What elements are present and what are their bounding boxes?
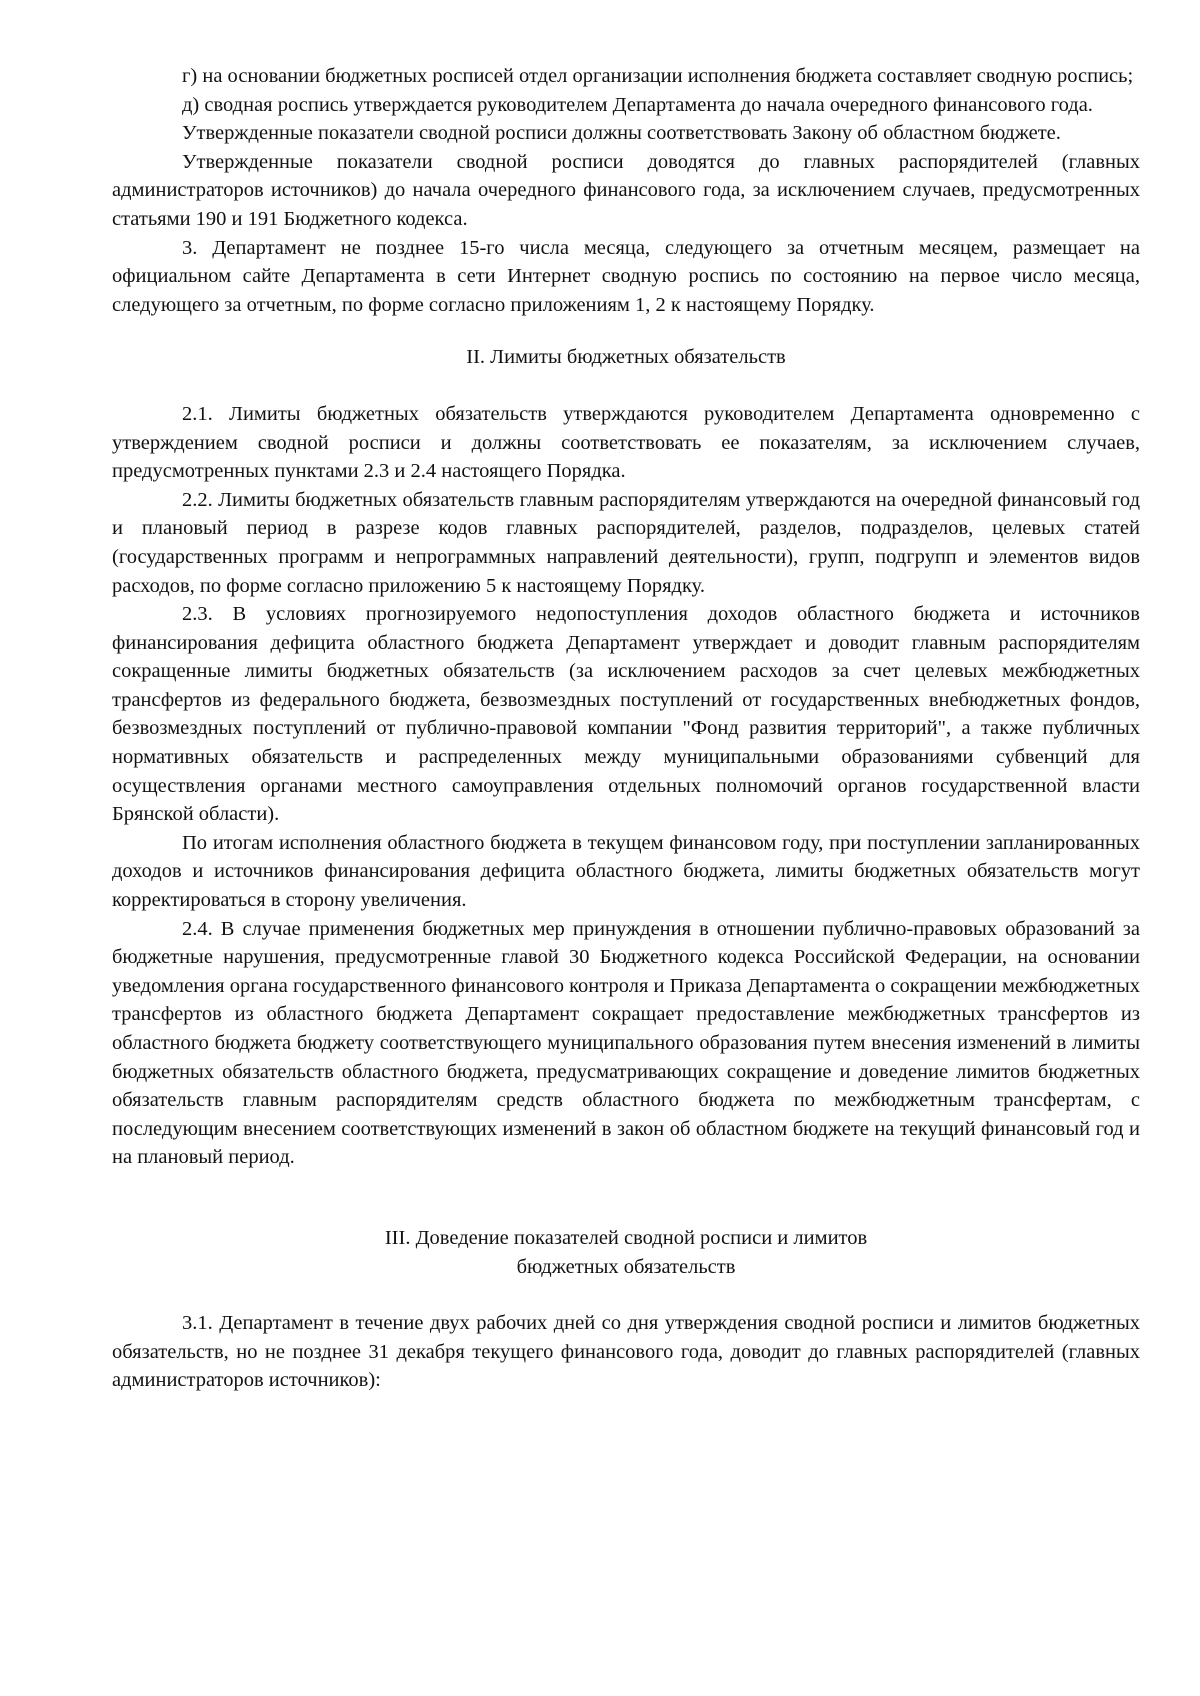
document-page <box>112 62 1140 1395</box>
paragraph-2-4: 2.4. В случае применения бюджетных мер принуждения в отношении публично-правовых образований за бюджетные нарушения, предусмотренные главой 30 Бюджетного кодекса Российской Федерации, на основании уведомления органа государственного финансового контроля и Приказа Департамента о сокращении межбюджетных трансфертов из областного бюджета Департамент сокращает предоставление межбюджетных трансфертов из областного бюджета бюджету соответствующего муниципального образования путем внесения изменений в лимиты бюджетных обязательств областного бюджета, предусматривающих сокращение и доведение лимитов бюджетных обязательств главным распорядителям средств областного бюджета по межбюджетным трансфертам, с последующим внесением соответствующих изменений в закон об областном бюджете на текущий финансовый год и на плановый период. <box>112 917 1140 1169</box>
paragraph-d-subitem: д) сводная роспись утверждается руководителем Департамента до начала очередного финансового года. <box>182 93 1093 116</box>
paragraph-2-3-continued: По итогам исполнения областного бюджета в текущем финансовом году, при поступлении запланированных доходов и источников финансирования дефицита областного бюджета, лимиты бюджетных обязательств могут корректироваться в сторону увеличения. <box>112 831 1140 912</box>
paragraph-approved-indicators-delivery: Утвержденные показатели сводной росписи доводятся до главных распорядителей (главных администраторов источников) до начала очередного финансового года, за исключением случаев, предусмотренных статьями 190 и 191 Бюджетного кодекса. <box>112 150 1140 230</box>
paragraph-approved-indicators-law: Утвержденные показатели сводной росписи должны соответствовать Закону об областном бюджете. <box>182 122 1061 145</box>
section-3-heading-line-1: III. Доведение показателей сводной росписи и лимитов <box>384 1226 868 1249</box>
section-2-heading: II. Лимиты бюджетных обязательств <box>466 346 786 369</box>
spacer <box>112 372 1140 400</box>
paragraph-2-3: 2.3. В условиях прогнозируемого недопоступления доходов областного бюджета и источников финансирования дефицита областного бюджета Департамент утверждает и доводит главным распорядителям сокращенные лимиты бюджетных обязательств (за исключением расходов за счет целевых межбюджетных трансфертов из федерального бюджета, безвозмездных поступлений от государственных внебюджетных фондов, безвозмездных поступлений от публично-правовой компании "Фонд развития территорий", а также публичных нормативных обязательств и распределенных между муниципальными образованиями субвенций для осуществления органами местного самоуправления отдельных полномочий органов государственной власти Брянской области). <box>112 603 1140 826</box>
spacer <box>112 1281 1140 1309</box>
spacer <box>112 1172 1140 1224</box>
paragraph-3-1: 3.1. Департамент в течение двух рабочих дней со дня утверждения сводной росписи и лимитов бюджетных обязательств, но не позднее 31 декабря текущего финансового года, доводит до главных распорядителей (главных администраторов источников): <box>112 1312 1140 1392</box>
paragraph-item-3: 3. Департамент не позднее 15-го числа месяца, следующего за отчетным месяцем, размещает на официальном сайте Департамента в сети Интернет сводную роспись по состоянию на первое число месяца, следующего за отчетным, по форме согласно приложениям 1, 2 к настоящему Порядку. <box>112 236 1140 316</box>
paragraph-g-subitem: г) на основании бюджетных росписей отдел организации исполнения бюджета составляет сводную роспись; <box>182 65 1134 87</box>
paragraph-2-2: 2.2. Лимиты бюджетных обязательств главным распорядителям утверждаются на очередной финансовый год и плановый период в разрезе кодов главных распорядителей, разделов, подразделов, целевых статей (государственных программ и непрограммных направлений деятельности), групп, подгрупп и элементов видов расходов, по форме согласно приложению 5 к настоящему Порядку. <box>112 488 1140 597</box>
paragraph-2-1: 2.1. Лимиты бюджетных обязательств утверждаются руководителем Департамента одновременно с утверждением сводной росписи и должны соответствовать ее показателям, за исключением случаев, предусмотренных пунктами 2.3 и 2.4 настоящего Порядка. <box>112 402 1140 483</box>
spacer <box>112 319 1140 343</box>
section-3-heading-line-2: бюджетных обязательств <box>516 1255 736 1278</box>
